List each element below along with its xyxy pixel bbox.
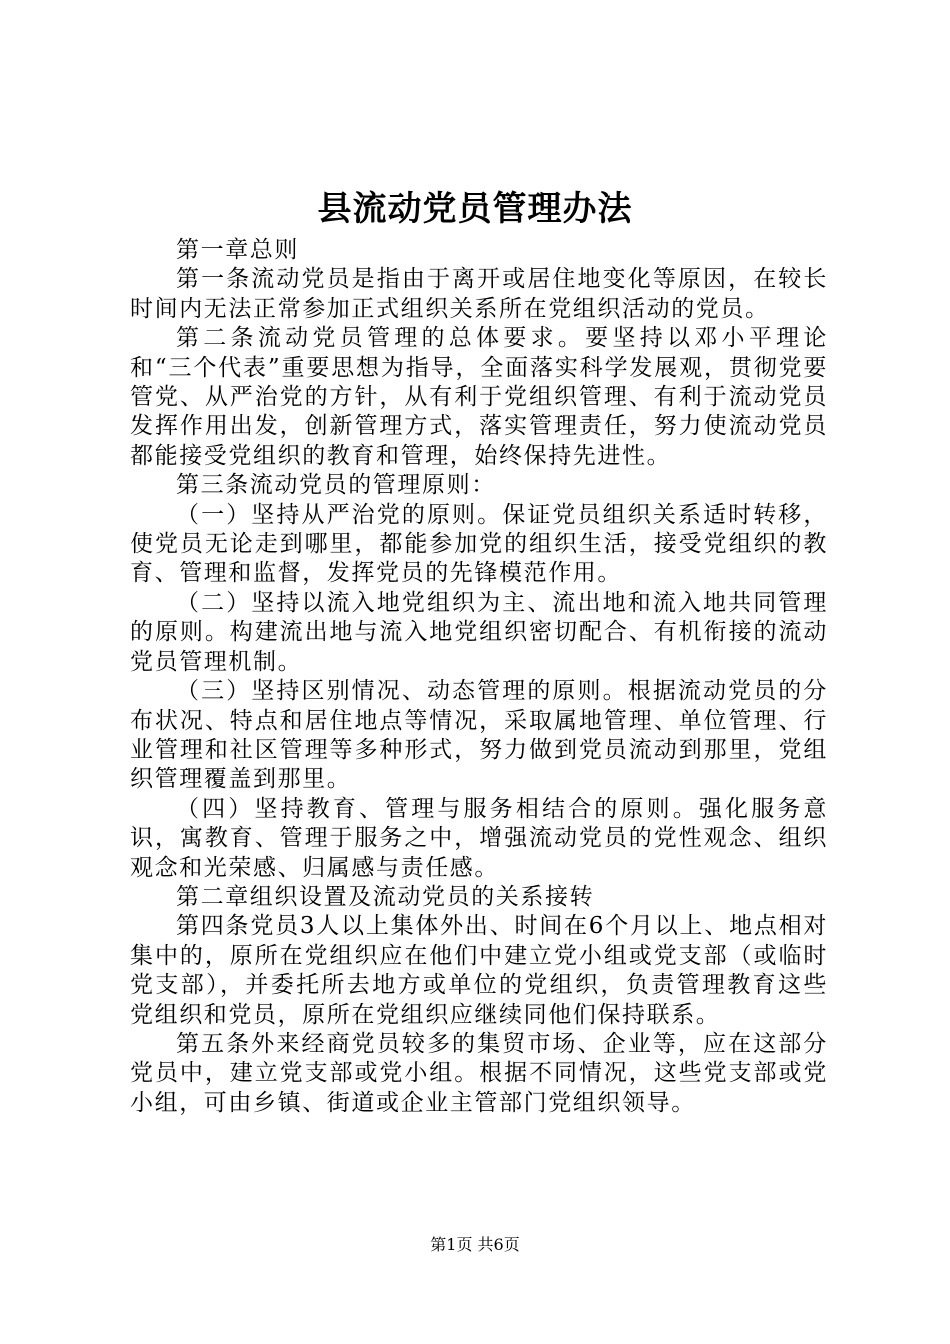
page-footer: 第1页 共6页 xyxy=(430,1235,520,1254)
article-paragraph: 第五条外来经商党员较多的集贸市场、企业等，应在这部分党员中，建立党支部或党小组。根据不同情况，这些党支部或党小组，可由乡镇、街道或企业主管部门党组织领导。 xyxy=(130,1030,828,1116)
article-paragraph: 第一条流动党员是指由于离开或居住地变化等原因，在较长时间内无法正常参加正式组织关系所在党组织活动的党员。 xyxy=(130,266,828,322)
article-paragraph: 第三条流动党员的管理原则： xyxy=(176,472,496,499)
chapter-heading: 第二章组织设置及流动党员的关系接转 xyxy=(176,883,595,910)
principle-paragraph: （三）坚持区别情况、动态管理的原则。根据流动党员的分布状况、特点和居住地点等情况，采取属地管理、单位管理、行业管理和社区管理等多种形式，努力做到党员流动到那里，党组织管理覆盖到那里。 xyxy=(130,678,828,793)
document-title: 县流动党员管理办法 xyxy=(317,189,633,229)
principle-paragraph: （一）坚持从严治党的原则。保证党员组织关系适时转移，使党员无论走到哪里，都能参加党的组织生活，接受党组织的教育、管理和监督，发挥党员的先锋模范作用。 xyxy=(130,501,828,587)
article-paragraph: 第四条党员3人以上集体外出、时间在6个月以上、地点相对集中的，原所在党组织应在他们中建立党小组或党支部（或临时党支部），并委托所去地方或单位的党组织，负责管理教育这些党组织和党员，原所在党组织应继续同他们保持联系。 xyxy=(130,913,828,1028)
article-paragraph: 第二条流动党员管理的总体要求。要坚持以邓小平理论和“三个代表”重要思想为指导，全面落实科学发展观，贯彻党要管党、从严治党的方针，从有利于党组织管理、有利于流动党员发挥作用出发，创新管理方式，落实管理责任，努力使流动党员都能接受党组织的教育和管理，始终保持先进性。 xyxy=(130,325,828,469)
principle-paragraph: （四）坚持教育、管理与服务相结合的原则。强化服务意识，寓教育、管理于服务之中，增强流动党员的党性观念、组织观念和光荣感、归属感与责任感。 xyxy=(130,795,828,881)
chapter-heading: 第一章总则 xyxy=(176,237,299,263)
document-body xyxy=(130,236,828,1118)
principle-paragraph: （二）坚持以流入地党组织为主、流出地和流入地共同管理的原则。构建流出地与流入地党组织密切配合、有机衔接的流动党员管理机制。 xyxy=(130,589,828,675)
